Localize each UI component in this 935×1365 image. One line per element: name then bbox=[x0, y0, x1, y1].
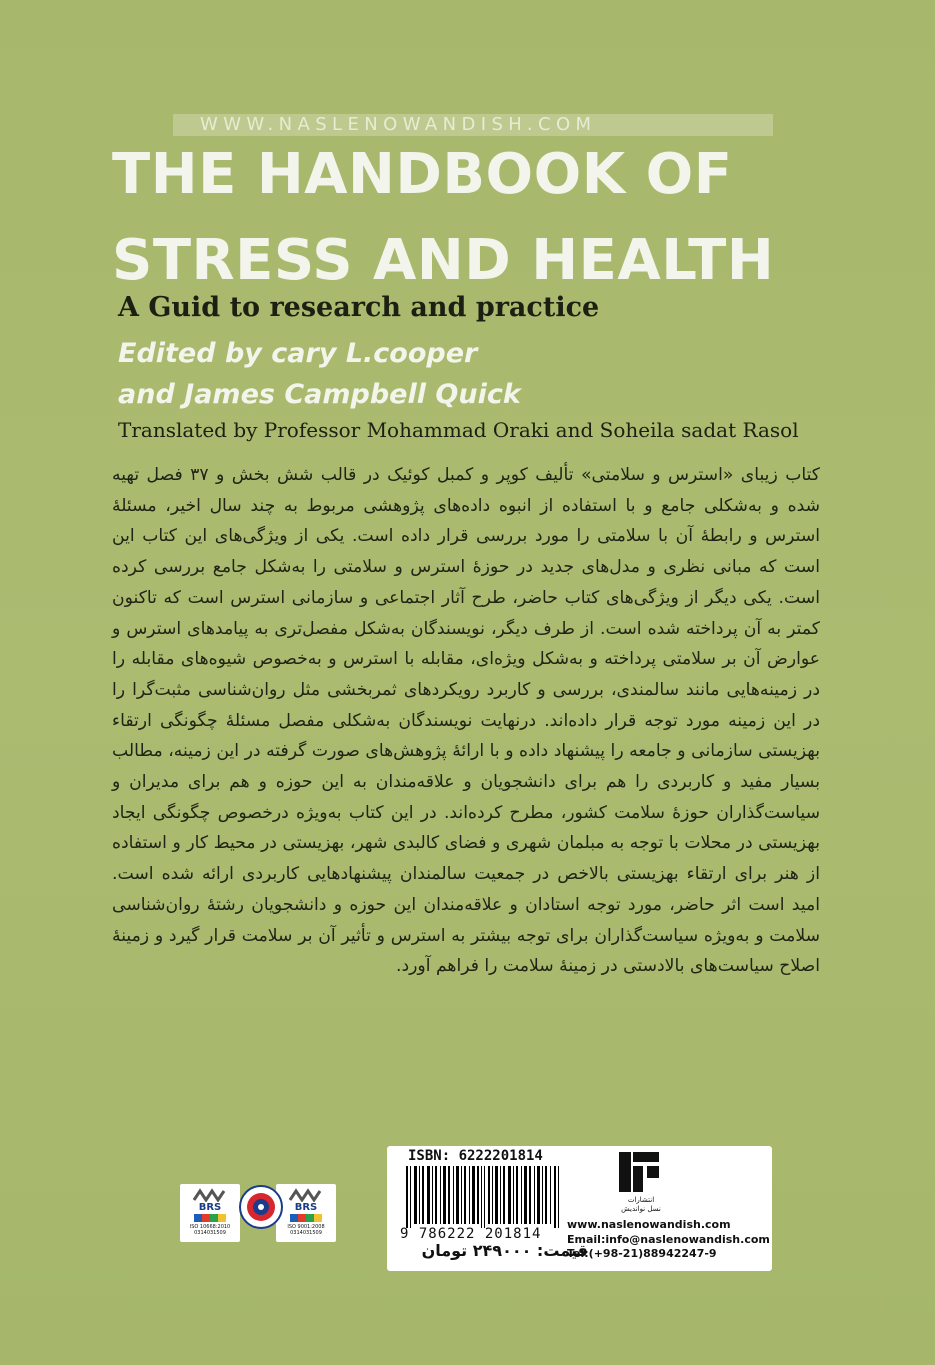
book-description: کتاب زیبای «استرس و سلامتی» تألیف کوپر و کمبل کوئیک در قالب شش بخش و ۳۷ فصل تهیه شده و به‌شکلی جامع و با استفاده از انبوه داده‌های پژوهشی مربوط به چند سال اخیر، مسئلهٔ استرس و رابطهٔ آن با سلامتی را مورد بررسی قرار داده است. یکی از ویژگی‌های این کتاب این است که مبانی نظری و مدل‌های جدید در حوزهٔ استرس و سلامتی را به‌شکل جامع بررسی کرده است. یکی دیگر از ویژگی‌های کتاب حاضر، طرح آثار اجتماعی و سازمانی استرس است که تاکنون کمتر به آن پرداخته شده است. از طرف دیگر، نویسندگان به‌شکل مفصل‌تری به پیامدهای استرس و عوارض آن بر سلامتی پرداخته و به‌شکل ویژه‌ای، مقابله با استرس و به‌خصوص شیوه‌های مقابله را در زمینه‌هایی مانند سالمندی، بررسی و کاربرد رویکردهای ثمربخشی مثل روان‌شناسی مثبت‌گرا را در این زمینه مورد توجه قرار داده‌اند. درنهایت نویسندگان به‌شکلی مفصل مسئلهٔ چگونگی ارتقاء بهزیستی سازمانی و جامعه را پیشنهاد داده و با ارائهٔ پژوهش‌های صورت گرفته در این زمینه، مطالب بسیار مفید و کاربردی را هم برای دانشجویان و علاقه‌مندان به این حوزه و هم برای مدیران و سیاست‌گذاران حوزهٔ سلامت کشور، مطرح کرده‌اند. در این کتاب به‌ویژه درخصوص چگونگی ایجاد بهزیستی در محلات با توجه به مبلمان شهری و فضای کالبدی شهر، بهزیستی در محیط کار و استفاده از هنر برای ارتقاء بهزیستی بالاخص در جمعیت سالمندان پیشنهادهایی کاربردی ارائه شده است. امید است اثر حاضر، مورد توجه استادان و علاقه‌مندان این حوزه و دانشجویان رشتهٔ روان‌شناسی سلامت و به‌ویژه سیاست‌گذاران برای توجه بیشتر به استرس و تأثیر آن بر سلامت قرار گیرد و زمینهٔ اصلاح سیاست‌های بالادستی در زمینهٔ سلامت را فراهم آورد. bbox=[112, 465, 820, 977]
publisher-logo-icon bbox=[615, 1148, 663, 1196]
publisher-logo-caption-line-2: نسل نواندیش bbox=[621, 1205, 661, 1213]
website-banner-text: WWW.NASLENOWANDISH.COM bbox=[200, 114, 597, 135]
certification-seal-icon bbox=[238, 1184, 284, 1230]
brs-mark-icon bbox=[288, 1188, 322, 1202]
publisher-website: www.naslenowandish.com bbox=[567, 1218, 731, 1231]
publisher-logo-caption-line-1: انتشارات bbox=[627, 1196, 655, 1204]
brs-mark-icon bbox=[192, 1188, 226, 1202]
editor-credit: Edited by cary L.cooper bbox=[118, 338, 478, 369]
book-title-line-2: STRESS AND HEALTH bbox=[112, 228, 775, 293]
badge-cert-text: ISO 10668:2010 0314031509 bbox=[189, 1224, 231, 1236]
translator-credit: Translated by Professor Mohammad Oraki and Soheila sadat Rasol bbox=[118, 418, 799, 442]
badge-brand: BRS bbox=[198, 1202, 222, 1213]
book-subtitle: A Guid to research and practice bbox=[118, 292, 600, 323]
publisher-phone: Tel:(+98-21)88942247-9 bbox=[567, 1247, 717, 1260]
badge-cert-text: ISO 9001:2008 0314031509 bbox=[287, 1224, 325, 1236]
brs-badge-2 bbox=[276, 1184, 336, 1242]
publisher-logo-caption bbox=[613, 1196, 669, 1214]
co-editor-credit: and James Campbell Quick bbox=[118, 379, 521, 410]
badge-color-strip-icon bbox=[194, 1214, 226, 1222]
badge-color-strip-icon bbox=[290, 1214, 322, 1222]
isbn-label: ISBN: 6222201814 bbox=[408, 1148, 543, 1164]
barcode-digits: 9 786222 201814 bbox=[400, 1226, 542, 1242]
barcode-icon bbox=[404, 1166, 564, 1228]
brs-badge-1 bbox=[180, 1184, 240, 1242]
book-title-line-1: THE HANDBOOK OF bbox=[112, 142, 733, 207]
publisher-email: Email:info@naslenowandish.com bbox=[567, 1233, 770, 1246]
badge-brand: BRS bbox=[294, 1202, 318, 1213]
price-label: قیمت: ۲۴۹۰۰۰ تومان bbox=[421, 1241, 588, 1260]
